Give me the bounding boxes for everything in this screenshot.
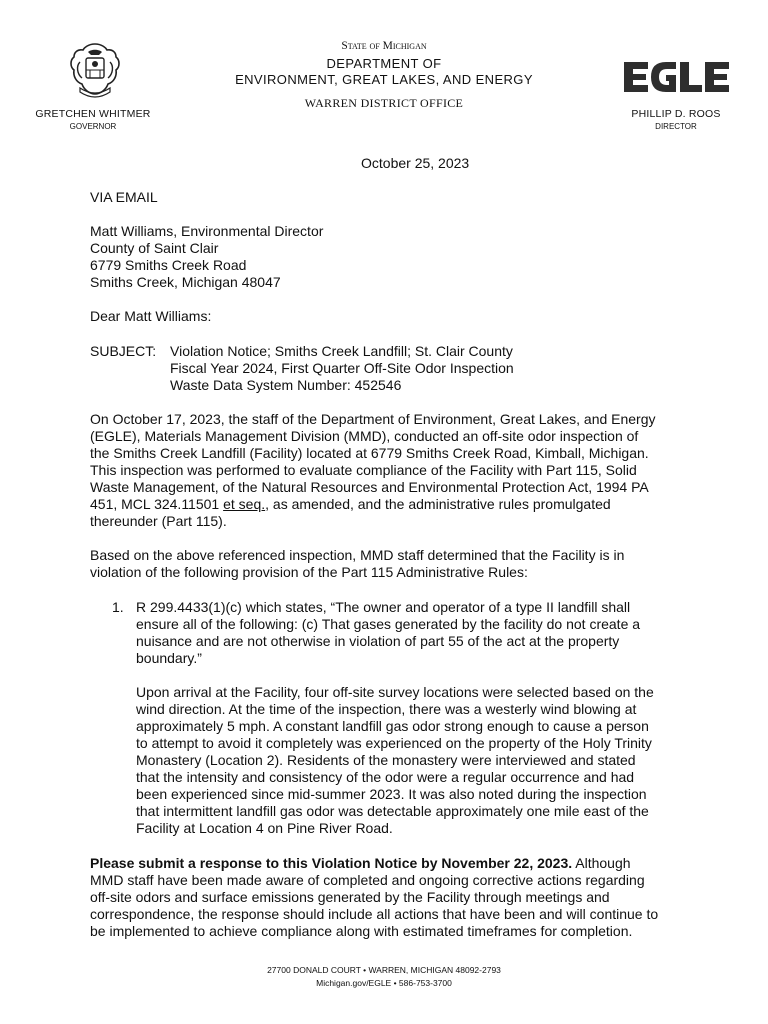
subject-line: Fiscal Year 2024, First Quarter Off-Site Odor Inspection (170, 360, 514, 376)
paragraph-line: violation of the following provision of the Part 115 Administrative Rules: (90, 564, 528, 580)
citation-text: 451, MCL 324.11501 (90, 496, 224, 512)
director-title: DIRECTOR (655, 122, 697, 131)
michigan-seal-icon (66, 40, 124, 102)
paragraph-line: This inspection was performed to evaluate compliance of the Facility with Part 115, Solid (90, 462, 637, 478)
paragraph-line: off-site odors and surface emissions generated by the Facility through meetings and (90, 889, 610, 905)
response-deadline: Please submit a response to this Violation Notice by November 22, 2023. (90, 855, 573, 871)
governor-title: GOVERNOR (69, 122, 117, 131)
footer-contact: Michigan.gov/EGLE • 586-753-3700 (316, 978, 452, 988)
recipient-line: 6779 Smiths Creek Road (90, 257, 247, 273)
finding-line: Upon arrival at the Facility, four off-site survey locations were selected based on the (136, 684, 654, 700)
paragraph-line: Waste Management, of the Natural Resources and Environmental Protection Act, 1994 PA (90, 479, 649, 495)
rule-citation (136, 599, 696, 667)
district-office: WARREN DISTRICT OFFICE (304, 96, 464, 110)
finding-line: that the intensity and consistency of the odor were a regular occurrence and had (136, 769, 635, 785)
paragraph-line: thereunder (Part 115). (90, 513, 227, 529)
determination-paragraph (90, 547, 690, 581)
department-line-2: ENVIRONMENT, GREAT LAKES, AND ENERGY (235, 72, 533, 87)
rule-line: ensure all of the following: (c) That gases generated by the facility do not create a (136, 616, 641, 632)
letter-date: October 25, 2023 (361, 155, 470, 171)
paragraph-line (90, 855, 690, 872)
inspection-paragraph (90, 411, 690, 530)
footer-address: 27700 DONALD COURT • WARREN, MICHIGAN 48092-2793 (267, 965, 501, 975)
department-line-1: DEPARTMENT OF (326, 56, 442, 71)
paragraph-line: the Smiths Creek Landfill (Facility) located at 6779 Smiths Creek Road, Kimball, Michigan. (90, 445, 649, 461)
paragraph-line (90, 496, 690, 513)
finding-line: to attempt to avoid it completely was experienced on the property of the Holy Trinity (136, 735, 652, 751)
subject-label: SUBJECT: (90, 343, 157, 359)
state-name: State of Michigan (341, 40, 427, 52)
paragraph-line: MMD staff have been made aware of completed and ongoing corrective actions regarding (90, 872, 645, 888)
salutation: Dear Matt Williams: (90, 308, 212, 324)
director-name: PHILLIP D. ROOS (631, 108, 721, 120)
response-paragraph (90, 855, 690, 940)
egle-logo (622, 58, 732, 96)
governor-name: GRETCHEN WHITMER (35, 108, 151, 120)
subject-line: Waste Data System Number: 452546 (170, 377, 402, 393)
paragraph-line: be implemented to achieve compliance along with estimated timeframes for completion. (90, 923, 633, 939)
paragraph-line: Based on the above referenced inspection, MMD staff determined that the Facility is in (90, 547, 625, 563)
finding-line: wind direction. At the time of the inspection, there was a westerly wind blowing at (136, 701, 637, 717)
state-heading (234, 40, 534, 52)
paragraph-line: On October 17, 2023, the staff of the Department of Environment, Great Lakes, and Energy (90, 411, 656, 427)
recipient-line: County of Saint Clair (90, 240, 219, 256)
rule-line: boundary.” (136, 650, 202, 666)
paragraph-line: correspondence, the response should include all actions that have been and will continue to (90, 906, 659, 922)
recipient-line: Smiths Creek, Michigan 48047 (90, 274, 281, 290)
finding-line: Monastery (Location 2). Residents of the monastery were interviewed and stated (136, 752, 636, 768)
et-seq-text: et seq. (223, 496, 266, 512)
subject-text (170, 343, 690, 394)
response-text: Although (572, 855, 631, 871)
finding-line: Facility at Location 4 on Pine River Road. (136, 820, 393, 836)
finding-line: approximately 5 mph. A constant landfill gas odor strong enough to cause a person (136, 718, 649, 734)
subject-line: Violation Notice; Smiths Creek Landfill; St. Clair County (170, 343, 513, 359)
item-number: 1. (112, 599, 124, 615)
citation-rest: , as amended, and the administrative rules promulgated (265, 496, 611, 512)
finding-line: been experienced since mid-summer 2023. It was also noted during the inspection (136, 786, 647, 802)
recipient-line: Matt Williams, Environmental Director (90, 223, 324, 239)
paragraph-line: (EGLE), Materials Management Division (MMD), conducted an off-site odor inspection of (90, 428, 639, 444)
inspection-findings (136, 684, 696, 837)
rule-line: nuisance and are not otherwise in violation of part 55 of the act at the property (136, 633, 620, 649)
rule-line: R 299.4433(1)(c) which states, “The owner and operator of a type II landfill shall (136, 599, 631, 615)
recipient-address (90, 223, 690, 291)
delivery-method: VIA EMAIL (90, 189, 158, 205)
finding-line: that intermittent landfill gas odor was detectable approximately one mile east of the (136, 803, 649, 819)
